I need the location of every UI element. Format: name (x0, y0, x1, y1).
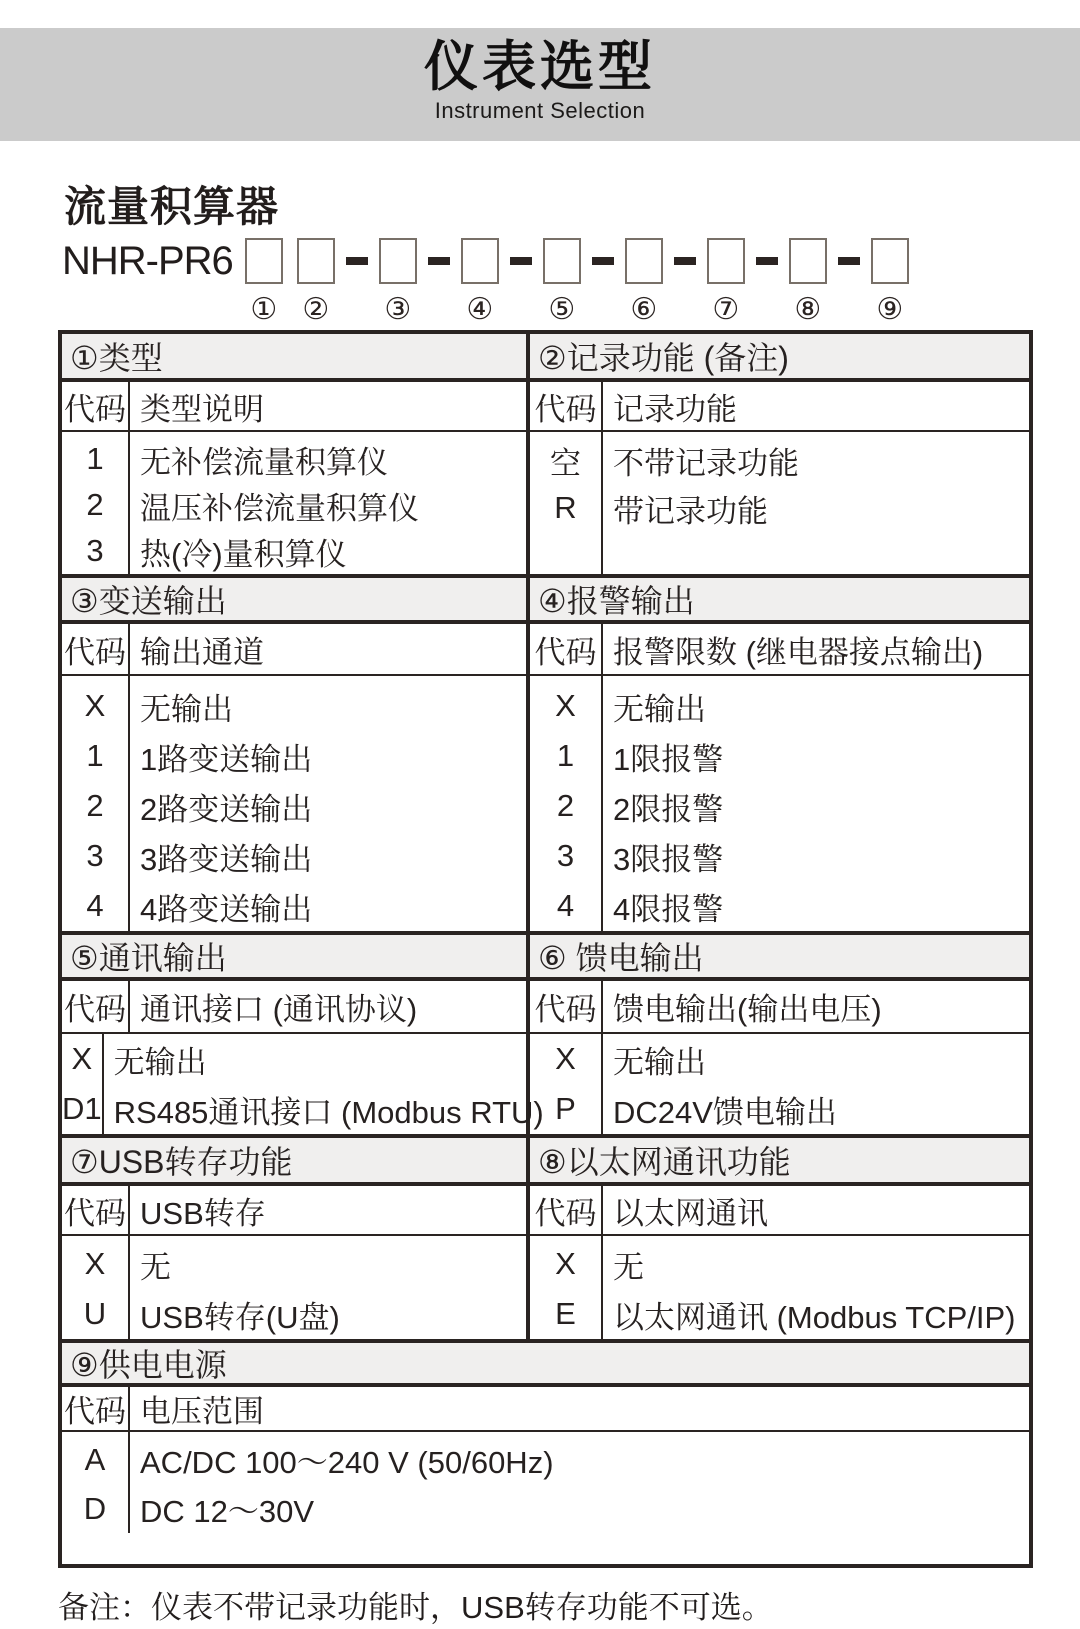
desc-column (130, 1432, 1029, 1533)
data-rows (62, 432, 526, 574)
digit-box (707, 238, 745, 284)
desc-cell: 无补偿流量积算仪 (140, 444, 388, 480)
dash-separator (510, 257, 532, 265)
code-column-header: 代码 (62, 1387, 130, 1430)
section-header: ④报警输出 (530, 578, 1029, 624)
code-cell: X (84, 1246, 106, 1281)
desc-column (104, 1034, 544, 1134)
desc-cell: 4限报警 (613, 891, 724, 927)
section-power-feed-output (530, 935, 1029, 1134)
code-column (62, 1034, 104, 1134)
digit-box (297, 238, 335, 284)
data-rows (530, 1236, 1029, 1339)
model-slot-1 (245, 238, 283, 326)
model-slot-4 (461, 238, 499, 326)
desc-column-header: 馈电输出(输出电压) (613, 992, 882, 1027)
code-cell: 2 (86, 487, 104, 522)
slot-number: ③ (384, 292, 412, 327)
code-cell: 3 (86, 838, 104, 873)
desc-cell: RS485通讯接口 (Modbus RTU) (113, 1094, 544, 1130)
footnote: 备注：仪表不带记录功能时，USB转存功能不可选。 (58, 1590, 773, 1625)
section-alarm-output (530, 578, 1029, 931)
desc-column-header: 类型说明 (140, 391, 264, 427)
dash-separator (346, 257, 368, 265)
section-header: ⑧以太网通讯功能 (530, 1138, 1029, 1186)
code-cell: X (555, 1246, 576, 1281)
digit-box (625, 238, 663, 284)
code-cell: 1 (86, 738, 104, 773)
code-column (62, 676, 130, 931)
section-header: ③变送输出 (62, 578, 526, 624)
digit-box (245, 238, 283, 284)
code-cell: 4 (86, 888, 104, 923)
data-rows (62, 676, 526, 931)
code-cell: 4 (556, 888, 575, 923)
code-column-header: 代码 (62, 624, 130, 674)
product-name: 流量积算器 (64, 183, 280, 230)
code-column (62, 432, 130, 574)
dash-separator (428, 257, 450, 265)
slot-number: ② (302, 292, 330, 327)
code-cell: 空 (550, 445, 581, 481)
section-power-supply (62, 1339, 1029, 1533)
desc-column-header: 报警限数 (继电器接点输出) (613, 634, 984, 670)
data-rows (62, 1432, 1029, 1533)
desc-cell: 2路变送输出 (140, 791, 313, 827)
column-header-row (530, 981, 1029, 1034)
code-cell: X (84, 688, 106, 723)
section-ethernet-comm (530, 1138, 1029, 1339)
column-header-row (62, 624, 526, 676)
model-slot-8 (789, 238, 827, 326)
page-subtitle: Instrument Selection (434, 98, 646, 123)
digit-box (543, 238, 581, 284)
code-column (62, 1432, 130, 1533)
desc-cell: 无输出 (613, 1044, 706, 1080)
desc-cell: 无 (613, 1249, 644, 1285)
column-header-row (530, 624, 1029, 676)
desc-column-header: USB转存 (140, 1195, 266, 1231)
code-cell: X (555, 688, 576, 723)
desc-column-header: 以太网通讯 (613, 1195, 768, 1231)
desc-cell: 带记录功能 (613, 493, 768, 529)
digit-box (379, 238, 417, 284)
section-power-supply-inner (62, 1343, 1029, 1533)
model-code-row (62, 238, 909, 326)
model-slot-2 (297, 238, 335, 326)
code-cell: D (83, 1490, 107, 1526)
code-cell: 2 (86, 788, 104, 823)
desc-cell: 3路变送输出 (140, 841, 313, 877)
model-slot-3 (379, 238, 417, 326)
desc-column (603, 1236, 1029, 1339)
slot-number: ⑧ (794, 292, 822, 327)
desc-column-header: 电压范围 (140, 1394, 264, 1429)
code-cell: X (555, 1041, 576, 1076)
section-header: ①类型 (62, 334, 526, 382)
code-cell: 1 (556, 738, 575, 773)
section-type (62, 334, 530, 574)
section-comm-output (62, 935, 544, 1134)
data-rows (530, 1034, 1029, 1134)
section-comm-and-power-feed (62, 931, 1029, 1134)
section-header: ⑥ 馈电输出 (530, 935, 1029, 981)
code-column (530, 432, 603, 574)
code-column-header: 代码 (530, 624, 603, 674)
desc-cell: 2限报警 (613, 791, 724, 827)
desc-column-header: 记录功能 (613, 391, 737, 427)
slot-number: ⑦ (712, 292, 740, 327)
digit-box (789, 238, 827, 284)
code-cell: D1 (62, 1091, 102, 1126)
data-rows (530, 676, 1029, 931)
code-column (62, 1236, 130, 1339)
desc-cell: DC 12～30V (140, 1494, 315, 1529)
desc-column (603, 676, 1029, 931)
data-rows (530, 432, 1029, 574)
section-header: ⑤通讯输出 (62, 935, 526, 981)
desc-column (130, 676, 526, 931)
model-slot-9 (871, 238, 909, 326)
desc-cell: 1限报警 (613, 741, 724, 777)
desc-column-header: 输出通道 (140, 634, 264, 670)
digit-box (461, 238, 499, 284)
desc-column (603, 1034, 1029, 1134)
model-slot-5 (543, 238, 581, 326)
code-cell: P (555, 1091, 576, 1126)
desc-cell: 无输出 (140, 691, 233, 727)
section-record-function (530, 334, 1029, 574)
slot-number: ④ (466, 292, 494, 327)
desc-cell: 无输出 (613, 691, 706, 727)
slot-number: ⑨ (876, 292, 904, 327)
desc-cell: 温压补偿流量积算仪 (140, 490, 419, 526)
section-header: ⑦USB转存功能 (62, 1138, 526, 1186)
desc-column (130, 432, 526, 574)
code-column-header: 代码 (530, 382, 603, 430)
column-header-row (62, 1387, 1029, 1432)
code-column-header: 代码 (62, 981, 130, 1032)
code-column-header: 代码 (62, 1186, 130, 1234)
desc-column (603, 432, 1029, 574)
dash-separator (674, 257, 696, 265)
slot-number: ① (250, 292, 278, 327)
selection-table (58, 330, 1033, 1568)
section-usb-and-ethernet (62, 1134, 1029, 1339)
slot-number: ⑥ (630, 292, 658, 327)
data-rows (62, 1236, 526, 1339)
code-column (530, 1034, 603, 1134)
page-banner (0, 28, 1080, 141)
digit-box (871, 238, 909, 284)
column-header-row (530, 382, 1029, 432)
desc-cell: USB转存(U盘) (140, 1299, 340, 1335)
desc-cell: 不带记录功能 (613, 445, 799, 481)
dash-separator (756, 257, 778, 265)
section-transmit-and-alarm (62, 574, 1029, 931)
code-cell: 3 (556, 838, 575, 873)
desc-cell: 1路变送输出 (140, 741, 313, 777)
desc-column (130, 1236, 526, 1339)
model-slot-7 (707, 238, 745, 326)
column-header-row (530, 1186, 1029, 1236)
code-column (530, 676, 603, 931)
code-column (530, 1236, 603, 1339)
code-cell: A (84, 1441, 106, 1477)
desc-cell: 无 (140, 1249, 171, 1285)
page-title: 仪表选型 (424, 37, 656, 97)
code-column-header: 代码 (62, 382, 130, 430)
code-cell: E (555, 1296, 576, 1331)
code-cell: 2 (556, 788, 575, 823)
code-cell: R (554, 490, 577, 525)
code-cell: 1 (86, 441, 104, 476)
desc-cell: 无输出 (113, 1044, 207, 1080)
desc-cell: DC24V馈电输出 (613, 1094, 837, 1130)
dash-separator (838, 257, 860, 265)
section-header: ②记录功能 (备注) (530, 334, 1029, 382)
desc-cell: 3限报警 (613, 841, 724, 877)
section-header: ⑨供电电源 (62, 1343, 1029, 1387)
code-cell: 3 (86, 533, 104, 568)
section-usb-transfer (62, 1138, 530, 1339)
model-slot-6 (625, 238, 663, 326)
code-column-header: 代码 (530, 1186, 603, 1234)
column-header-row (62, 1186, 526, 1236)
section-type-and-record (62, 334, 1029, 574)
model-prefix: NHR-PR6 (62, 239, 233, 283)
code-cell: X (71, 1041, 93, 1076)
data-rows (62, 1034, 544, 1134)
desc-cell: AC/DC 100～240 V (50/60Hz) (140, 1445, 554, 1480)
desc-column-header: 通讯接口 (通讯协议) (140, 992, 418, 1027)
desc-cell: 以太网通讯 (Modbus TCP/IP) (613, 1299, 1016, 1335)
desc-cell: 4路变送输出 (140, 891, 313, 927)
desc-cell: 热(冷)量积算仪 (140, 536, 347, 572)
code-column-header: 代码 (530, 981, 603, 1032)
column-header-row (62, 382, 526, 432)
dash-separator (592, 257, 614, 265)
code-cell: U (83, 1296, 107, 1331)
column-header-row (62, 981, 526, 1034)
slot-number: ⑤ (548, 292, 576, 327)
section-transmit-output (62, 578, 530, 931)
